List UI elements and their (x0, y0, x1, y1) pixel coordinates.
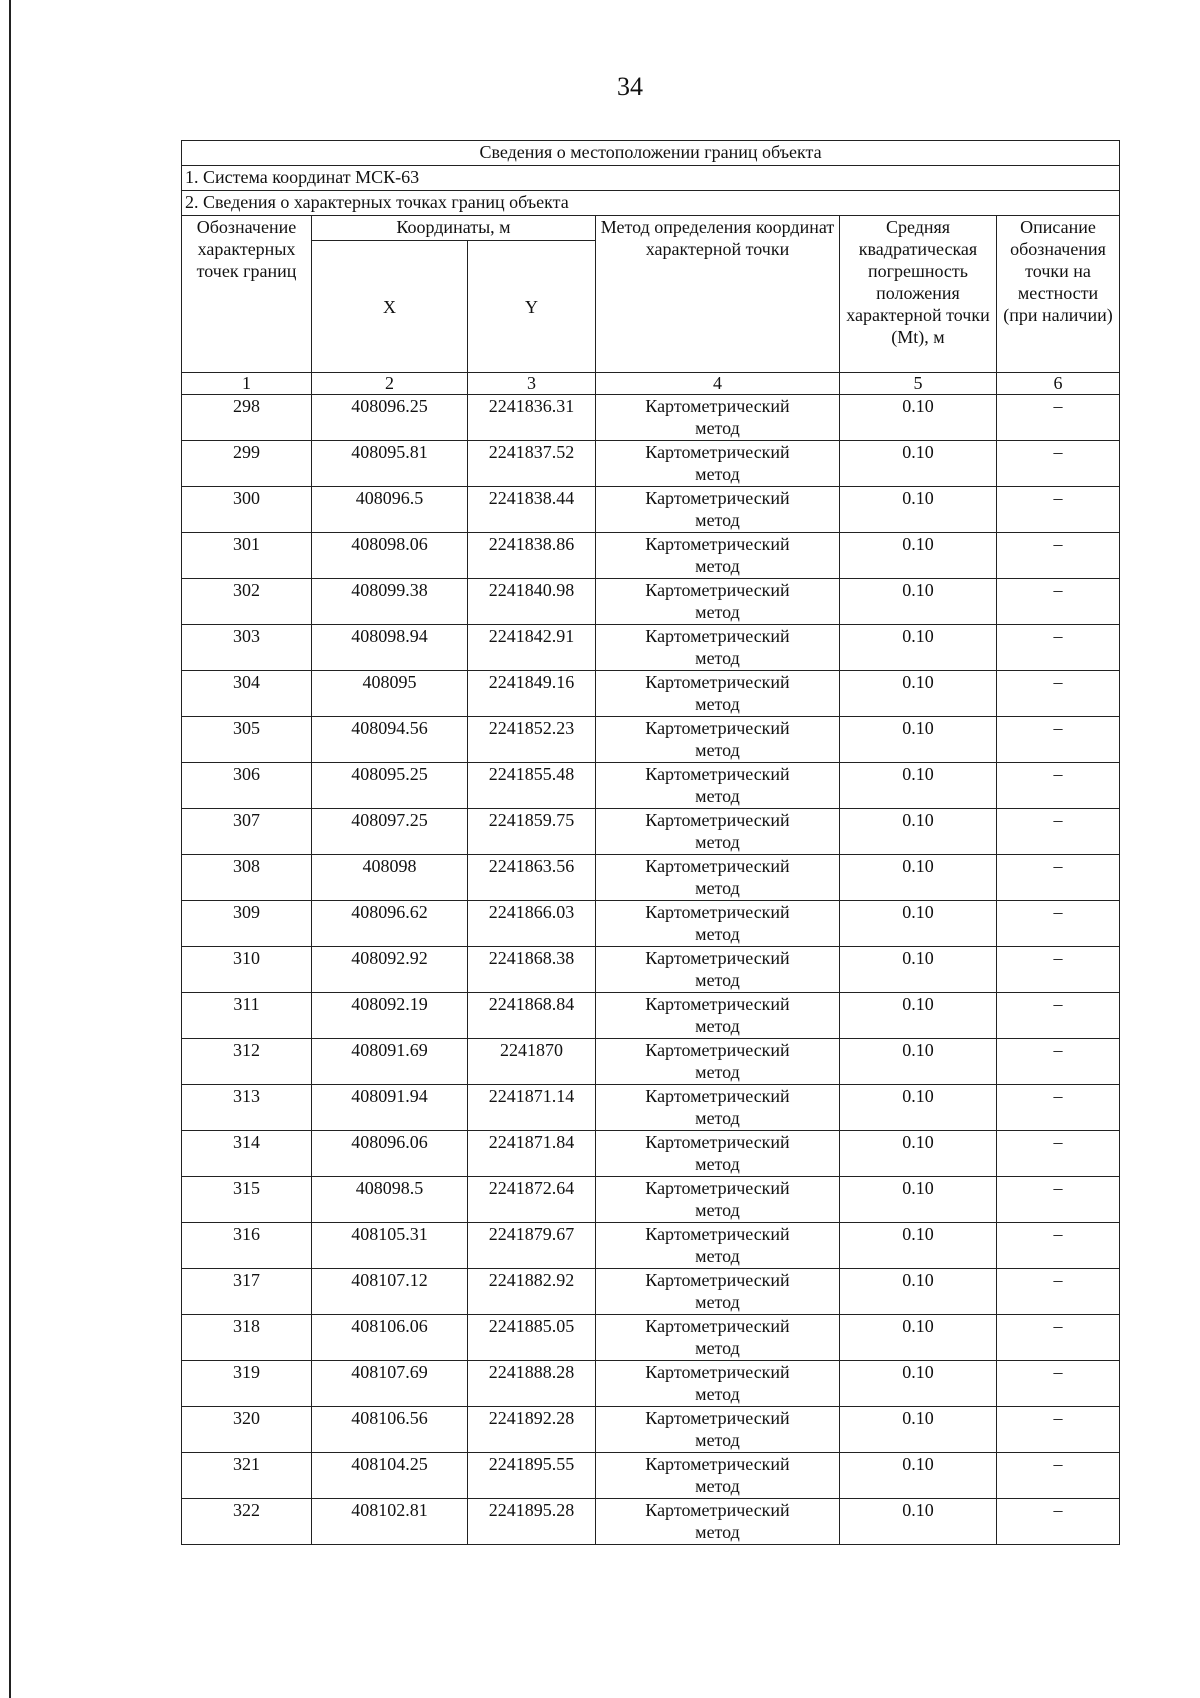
description-cell: – (997, 533, 1120, 579)
table-row (182, 855, 1120, 901)
page-left-border (9, 0, 11, 1698)
y-cell: 2241852.23 (468, 717, 596, 763)
section-title: 2. Сведения о характерных точках границ объекта (182, 191, 1120, 216)
method-cell (596, 1361, 840, 1407)
accuracy-cell: 0.10 (840, 1223, 997, 1269)
method-line: Картометрический (645, 718, 790, 738)
column-number: 2 (312, 373, 468, 395)
method-line: метод (695, 648, 740, 668)
table-row (182, 993, 1120, 1039)
description-cell: – (997, 395, 1120, 441)
method-cell (596, 1085, 840, 1131)
accuracy-cell: 0.10 (840, 671, 997, 717)
method-cell (596, 1407, 840, 1453)
accuracy-cell: 0.10 (840, 533, 997, 579)
method-line: метод (695, 878, 740, 898)
description-cell: – (997, 947, 1120, 993)
table-row (182, 1131, 1120, 1177)
accuracy-cell: 0.10 (840, 625, 997, 671)
method-line: Картометрический (645, 994, 790, 1014)
accuracy-cell: 0.10 (840, 1131, 997, 1177)
accuracy-cell: 0.10 (840, 1177, 997, 1223)
y-cell: 2241885.05 (468, 1315, 596, 1361)
point-cell: 319 (182, 1361, 312, 1407)
point-cell: 316 (182, 1223, 312, 1269)
x-cell: 408096.06 (312, 1131, 468, 1177)
method-line: метод (695, 924, 740, 944)
point-cell: 305 (182, 717, 312, 763)
y-cell: 2241895.28 (468, 1499, 596, 1545)
point-cell: 303 (182, 625, 312, 671)
method-cell (596, 487, 840, 533)
table-row (182, 579, 1120, 625)
y-cell: 2241866.03 (468, 901, 596, 947)
accuracy-cell: 0.10 (840, 717, 997, 763)
method-line: метод (695, 1292, 740, 1312)
point-cell: 321 (182, 1453, 312, 1499)
method-line: метод (695, 832, 740, 852)
point-cell: 306 (182, 763, 312, 809)
x-cell: 408096.5 (312, 487, 468, 533)
column-number: 1 (182, 373, 312, 395)
y-cell: 2241868.38 (468, 947, 596, 993)
method-line: Картометрический (645, 1270, 790, 1290)
accuracy-cell: 0.10 (840, 947, 997, 993)
method-line: метод (695, 1016, 740, 1036)
point-cell: 315 (182, 1177, 312, 1223)
table-row (182, 947, 1120, 993)
y-cell: 2241871.14 (468, 1085, 596, 1131)
method-line: Картометрический (645, 1454, 790, 1474)
description-cell: – (997, 1131, 1120, 1177)
accuracy-cell: 0.10 (840, 1453, 997, 1499)
point-cell: 307 (182, 809, 312, 855)
table-row (182, 533, 1120, 579)
description-cell: – (997, 1223, 1120, 1269)
method-line: Картометрический (645, 1362, 790, 1382)
col-header-description: Описание обозначения точки на местности (при наличии) (997, 216, 1120, 373)
method-line: Картометрический (645, 1178, 790, 1198)
point-cell: 318 (182, 1315, 312, 1361)
x-cell: 408096.25 (312, 395, 468, 441)
table-row (182, 625, 1120, 671)
description-cell: – (997, 1361, 1120, 1407)
page-number: 34 (617, 72, 643, 101)
description-cell: – (997, 671, 1120, 717)
description-cell: – (997, 1177, 1120, 1223)
description-cell: – (997, 1407, 1120, 1453)
point-cell: 299 (182, 441, 312, 487)
method-line: метод (695, 510, 740, 530)
method-line: метод (695, 602, 740, 622)
method-line: метод (695, 556, 740, 576)
accuracy-cell: 0.10 (840, 763, 997, 809)
method-cell (596, 809, 840, 855)
method-cell (596, 533, 840, 579)
point-cell: 313 (182, 1085, 312, 1131)
accuracy-cell: 0.10 (840, 809, 997, 855)
method-line: метод (695, 786, 740, 806)
y-cell: 2241855.48 (468, 763, 596, 809)
y-cell: 2241842.91 (468, 625, 596, 671)
point-cell: 300 (182, 487, 312, 533)
y-cell: 2241882.92 (468, 1269, 596, 1315)
coordinate-system: 1. Система координат МСК-63 (182, 166, 1120, 191)
method-line: метод (695, 1476, 740, 1496)
method-line: Картометрический (645, 1316, 790, 1336)
table-row (182, 671, 1120, 717)
method-line: метод (695, 464, 740, 484)
description-cell: – (997, 763, 1120, 809)
table-row (182, 1269, 1120, 1315)
accuracy-cell: 0.10 (840, 1407, 997, 1453)
x-cell: 408098 (312, 855, 468, 901)
method-cell (596, 1223, 840, 1269)
table-row (182, 1407, 1120, 1453)
x-cell: 408096.62 (312, 901, 468, 947)
x-cell: 408099.38 (312, 579, 468, 625)
point-cell: 320 (182, 1407, 312, 1453)
method-cell (596, 1315, 840, 1361)
col-header-coordinates: Координаты, м (312, 216, 596, 241)
method-line: Картометрический (645, 1086, 790, 1106)
description-cell: – (997, 809, 1120, 855)
y-cell: 2241872.64 (468, 1177, 596, 1223)
y-cell: 2241892.28 (468, 1407, 596, 1453)
description-cell: – (997, 625, 1120, 671)
table-row (182, 1223, 1120, 1269)
method-line: метод (695, 1338, 740, 1358)
method-line: Картометрический (645, 764, 790, 784)
y-cell: 2241859.75 (468, 809, 596, 855)
col-header-method: Метод определения координат характерной точки (596, 216, 840, 373)
description-cell: – (997, 1499, 1120, 1545)
method-line: метод (695, 970, 740, 990)
table-row (182, 763, 1120, 809)
col-header-point: Обозначение характерных точек границ (182, 216, 312, 373)
point-cell: 304 (182, 671, 312, 717)
method-cell (596, 717, 840, 763)
method-line: Картометрический (645, 534, 790, 554)
table-row (182, 1361, 1120, 1407)
point-cell: 322 (182, 1499, 312, 1545)
description-cell: – (997, 1085, 1120, 1131)
point-cell: 317 (182, 1269, 312, 1315)
y-cell: 2241879.67 (468, 1223, 596, 1269)
x-cell: 408091.94 (312, 1085, 468, 1131)
y-cell: 2241868.84 (468, 993, 596, 1039)
table-row (182, 1039, 1120, 1085)
x-cell: 408091.69 (312, 1039, 468, 1085)
method-cell (596, 579, 840, 625)
col-header-accuracy: Средняя квадратическая погрешность положения характерной точки (Mt), м (840, 216, 997, 373)
method-line: метод (695, 1154, 740, 1174)
table-row (182, 441, 1120, 487)
table-row (182, 901, 1120, 947)
method-line: метод (695, 1062, 740, 1082)
table-row (182, 1453, 1120, 1499)
accuracy-cell: 0.10 (840, 993, 997, 1039)
y-cell: 2241870 (468, 1039, 596, 1085)
method-cell (596, 901, 840, 947)
method-cell (596, 1269, 840, 1315)
x-cell: 408095.25 (312, 763, 468, 809)
method-line: Картометрический (645, 1040, 790, 1060)
y-cell: 2241871.84 (468, 1131, 596, 1177)
x-cell: 408107.69 (312, 1361, 468, 1407)
table-row (182, 717, 1120, 763)
method-cell (596, 625, 840, 671)
method-cell (596, 1039, 840, 1085)
y-cell: 2241837.52 (468, 441, 596, 487)
method-line: метод (695, 1108, 740, 1128)
method-line: метод (695, 1384, 740, 1404)
method-cell (596, 1499, 840, 1545)
point-cell: 314 (182, 1131, 312, 1177)
y-cell: 2241888.28 (468, 1361, 596, 1407)
method-cell (596, 993, 840, 1039)
accuracy-cell: 0.10 (840, 901, 997, 947)
table-row (182, 487, 1120, 533)
x-cell: 408098.06 (312, 533, 468, 579)
accuracy-cell: 0.10 (840, 1361, 997, 1407)
column-number: 4 (596, 373, 840, 395)
table-title: Сведения о местоположении границ объекта (182, 141, 1120, 166)
point-cell: 301 (182, 533, 312, 579)
method-line: метод (695, 1246, 740, 1266)
col-header-x: X (312, 241, 468, 373)
method-cell (596, 1453, 840, 1499)
description-cell: – (997, 855, 1120, 901)
method-line: Картометрический (645, 672, 790, 692)
y-cell: 2241838.86 (468, 533, 596, 579)
x-cell: 408098.94 (312, 625, 468, 671)
method-line: Картометрический (645, 626, 790, 646)
method-line: метод (695, 740, 740, 760)
table-row (182, 1315, 1120, 1361)
column-number-row (182, 373, 1120, 395)
point-cell: 309 (182, 901, 312, 947)
method-line: Картометрический (645, 1408, 790, 1428)
description-cell: – (997, 993, 1120, 1039)
accuracy-cell: 0.10 (840, 1269, 997, 1315)
accuracy-cell: 0.10 (840, 1039, 997, 1085)
point-cell: 312 (182, 1039, 312, 1085)
accuracy-cell: 0.10 (840, 441, 997, 487)
method-line: Картометрический (645, 1500, 790, 1520)
x-cell: 408106.56 (312, 1407, 468, 1453)
x-cell: 408098.5 (312, 1177, 468, 1223)
accuracy-cell: 0.10 (840, 395, 997, 441)
y-cell: 2241840.98 (468, 579, 596, 625)
accuracy-cell: 0.10 (840, 1499, 997, 1545)
point-cell: 310 (182, 947, 312, 993)
description-cell: – (997, 901, 1120, 947)
method-line: Картометрический (645, 488, 790, 508)
column-number: 5 (840, 373, 997, 395)
method-cell (596, 1177, 840, 1223)
description-cell: – (997, 487, 1120, 533)
accuracy-cell: 0.10 (840, 579, 997, 625)
x-cell: 408104.25 (312, 1453, 468, 1499)
table-row (182, 1177, 1120, 1223)
point-cell: 298 (182, 395, 312, 441)
x-cell: 408092.19 (312, 993, 468, 1039)
method-cell (596, 1131, 840, 1177)
x-cell: 408094.56 (312, 717, 468, 763)
y-cell: 2241849.16 (468, 671, 596, 717)
description-cell: – (997, 1315, 1120, 1361)
point-cell: 302 (182, 579, 312, 625)
description-cell: – (997, 579, 1120, 625)
method-line: Картометрический (645, 1132, 790, 1152)
method-line: метод (695, 1522, 740, 1542)
method-cell (596, 947, 840, 993)
method-line: Картометрический (645, 902, 790, 922)
table-row (182, 1085, 1120, 1131)
x-cell: 408105.31 (312, 1223, 468, 1269)
method-cell (596, 763, 840, 809)
method-line: Картометрический (645, 948, 790, 968)
method-line: Картометрический (645, 810, 790, 830)
method-cell (596, 441, 840, 487)
method-cell (596, 395, 840, 441)
col-header-y: Y (468, 241, 596, 373)
x-cell: 408097.25 (312, 809, 468, 855)
point-cell: 308 (182, 855, 312, 901)
y-cell: 2241836.31 (468, 395, 596, 441)
method-line: метод (695, 1430, 740, 1450)
x-cell: 408107.12 (312, 1269, 468, 1315)
description-cell: – (997, 1269, 1120, 1315)
accuracy-cell: 0.10 (840, 855, 997, 901)
table-row (182, 395, 1120, 441)
x-cell: 408102.81 (312, 1499, 468, 1545)
y-cell: 2241838.44 (468, 487, 596, 533)
boundary-points-table (181, 140, 1120, 1545)
method-line: метод (695, 418, 740, 438)
column-number: 6 (997, 373, 1120, 395)
method-line: Картометрический (645, 396, 790, 416)
method-line: метод (695, 694, 740, 714)
accuracy-cell: 0.10 (840, 1085, 997, 1131)
description-cell: – (997, 1453, 1120, 1499)
method-line: Картометрический (645, 856, 790, 876)
method-line: метод (695, 1200, 740, 1220)
y-cell: 2241895.55 (468, 1453, 596, 1499)
table-row (182, 1499, 1120, 1545)
x-cell: 408095.81 (312, 441, 468, 487)
accuracy-cell: 0.10 (840, 487, 997, 533)
method-line: Картометрический (645, 442, 790, 462)
x-cell: 408092.92 (312, 947, 468, 993)
description-cell: – (997, 717, 1120, 763)
x-cell: 408095 (312, 671, 468, 717)
description-cell: – (997, 1039, 1120, 1085)
accuracy-cell: 0.10 (840, 1315, 997, 1361)
point-cell: 311 (182, 993, 312, 1039)
table-row (182, 809, 1120, 855)
method-line: Картометрический (645, 1224, 790, 1244)
method-cell (596, 671, 840, 717)
x-cell: 408106.06 (312, 1315, 468, 1361)
description-cell: – (997, 441, 1120, 487)
y-cell: 2241863.56 (468, 855, 596, 901)
column-number: 3 (468, 373, 596, 395)
method-cell (596, 855, 840, 901)
method-line: Картометрический (645, 580, 790, 600)
